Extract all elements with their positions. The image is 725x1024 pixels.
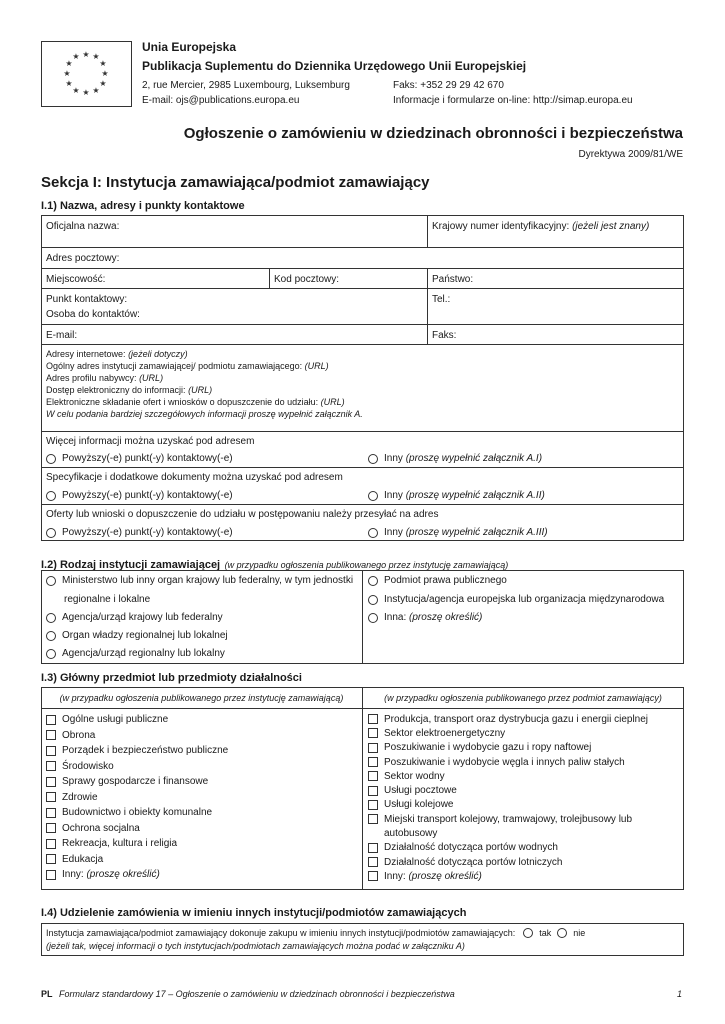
checkbox-icon[interactable] <box>46 839 56 849</box>
more-info-option-other[interactable]: Inny (proszę wypełnić załącznik A.I) <box>368 452 542 465</box>
radio-icon[interactable] <box>368 454 378 464</box>
svg-text:★: ★ <box>92 86 100 95</box>
specs-label: Specyfikacje i dodatkowe dokumenty można uzyskać pod adresem <box>46 472 343 483</box>
svg-text:★: ★ <box>82 50 90 59</box>
yes-label: tak <box>539 928 552 938</box>
yes-radio-icon[interactable] <box>523 928 533 938</box>
radio-icon[interactable] <box>46 649 56 659</box>
s12-option-public-law[interactable]: Podmiot prawa publicznego <box>368 574 507 587</box>
buyer-profile-label: Adres profilu nabywcy: <box>46 373 137 383</box>
annex-note: W celu podania bardziej szczegółowych informacji proszę wypełnić załącznik A. <box>46 409 363 419</box>
national-id-note: (jeżeli jest znany) <box>572 221 650 232</box>
s13-right-item[interactable]: Działalność dotycząca portów lotniczych <box>368 855 648 869</box>
s13-left-item[interactable]: Zdrowie <box>46 790 228 806</box>
radio-icon[interactable] <box>368 491 378 501</box>
footer-form: Formularz standardowy 17 – Ogłoszenie o zamówieniu w dziedzinach obronności i bezpieczeństwa <box>59 989 455 999</box>
footer-page: 1 <box>676 989 682 999</box>
general-url-note: (URL) <box>304 361 329 371</box>
radio-icon[interactable] <box>46 454 56 464</box>
radio-icon[interactable] <box>46 528 56 538</box>
s12-title-note: (w przypadku ogłoszenia publikowanego przez instytucję zamawiającą) <box>224 560 509 570</box>
checkbox-icon[interactable] <box>46 792 56 802</box>
s13-left-head: (w przypadku ogłoszenia publikowanego przez instytucję zamawiającą) <box>59 693 344 703</box>
e-access-url-note: (URL) <box>188 385 213 395</box>
header-org: Unia Europejska <box>142 40 237 54</box>
svg-text:★: ★ <box>101 69 109 78</box>
contact-person-label[interactable]: Osoba do kontaktów: <box>46 309 140 320</box>
specs-option-other[interactable]: Inny (proszę wypełnić załącznik A.II) <box>368 489 545 502</box>
s13-title: I.3) Główny przedmiot lub przedmioty działalności <box>41 672 302 684</box>
page-title: Ogłoszenie o zamówieniu w dziedzinach obronności i bezpieczeństwa <box>183 125 683 142</box>
s12-option-regional-authority[interactable]: Organ władzy regionalnej lub lokalnej <box>46 629 228 642</box>
no-radio-icon[interactable] <box>557 928 567 938</box>
buyer-url-note: (URL) <box>139 373 164 383</box>
s14-note: (jeżeli tak, więcej informacji o tych instytucjach/podmiotach zamawiających można podać w załączniku A) <box>46 941 465 951</box>
radio-icon[interactable] <box>368 613 378 623</box>
radio-icon[interactable] <box>46 491 56 501</box>
offers-option-other[interactable]: Inny (proszę wypełnić załącznik A.III) <box>368 526 548 539</box>
svg-text:★: ★ <box>72 86 80 95</box>
checkbox-icon[interactable] <box>368 728 378 738</box>
s14-question-row <box>46 927 585 939</box>
checkbox-icon[interactable] <box>46 823 56 833</box>
checkbox-icon[interactable] <box>368 843 378 853</box>
radio-icon[interactable] <box>46 576 56 586</box>
national-id-label: Krajowy numer identyfikacyjny: <box>432 221 570 232</box>
no-label: nie <box>573 928 586 938</box>
s14-title: I.4) Udzielenie zamówienia w imieniu innych instytucji/podmiotów zamawiających <box>41 907 467 919</box>
s13-right-item[interactable]: Poszukiwanie i wydobycie gazu i ropy naftowej <box>368 741 648 755</box>
checkbox-icon[interactable] <box>46 854 56 864</box>
internet-label: Adresy internetowe: <box>46 349 126 359</box>
checkbox-icon[interactable] <box>46 777 56 787</box>
s14-question: Instytucja zamawiająca/podmiot zamawiający dokonuje zakupu w imieniu innych instytucji/podmiotów zamawiających: <box>46 928 516 938</box>
svg-text:★: ★ <box>99 79 107 88</box>
s13-right-item-cont: autobusowy <box>384 828 438 840</box>
checkbox-icon[interactable] <box>368 871 378 881</box>
footer <box>41 988 684 1000</box>
directive-label: Dyrektywa 2009/81/WE <box>578 149 683 160</box>
country-label[interactable]: Państwo: <box>432 274 474 285</box>
checkbox-icon[interactable] <box>368 857 378 867</box>
checkbox-icon[interactable] <box>46 746 56 756</box>
svg-text:★: ★ <box>99 59 107 68</box>
s13-left-item[interactable]: Porządek i bezpieczeństwo publiczne <box>46 743 228 759</box>
svg-text:★: ★ <box>65 79 73 88</box>
radio-icon[interactable] <box>368 576 378 586</box>
s11-title: I.1) Nazwa, adresy i punkty kontaktowe <box>41 200 245 212</box>
svg-text:★: ★ <box>72 52 80 61</box>
general-address-label: Ogólny adres instytucji zamawiającej/ podmiotu zamawiającego: <box>46 361 303 371</box>
e-access-label: Dostęp elektroniczny do informacji: <box>46 385 186 395</box>
checkbox-icon[interactable] <box>46 761 56 771</box>
internet-addresses-block <box>46 348 676 420</box>
svg-text:★: ★ <box>92 52 100 61</box>
svg-text:★: ★ <box>82 88 90 97</box>
offers-label: Oferty lub wnioski o dopuszczenie do udziału w postępowaniu należy przesyłać na adres <box>46 509 439 520</box>
s13-right-item[interactable]: Miejski transport kolejowy, tramwajowy, trolejbusowy lub <box>368 812 648 826</box>
s13-left-item[interactable]: Sprawy gospodarcze i finansowe <box>46 774 228 790</box>
national-id-field[interactable] <box>432 220 649 233</box>
s13-right-head: (w przypadku ogłoszenia publikowanego przez podmiot zamawiający) <box>384 693 662 703</box>
s13-left-list <box>46 712 228 883</box>
header-fax: Faks: +352 29 29 42 670 <box>393 80 504 91</box>
e-submit-url-note: (URL) <box>320 397 345 407</box>
more-info-label: Więcej informacji można uzyskać pod adresem <box>46 436 255 447</box>
s13-right-item[interactable]: Usługi kolejowe <box>368 798 648 812</box>
checkbox-icon[interactable] <box>368 814 378 824</box>
s13-left-item[interactable]: Edukacja <box>46 852 228 868</box>
s12-option-eu-institution[interactable]: Instytucja/agencja europejska lub organizacja międzynarodowa <box>368 593 664 606</box>
radio-icon[interactable] <box>368 595 378 605</box>
svg-text:★: ★ <box>63 69 71 78</box>
s13-left-item[interactable]: Środowisko <box>46 759 228 775</box>
fax-label[interactable]: Faks: <box>432 330 457 341</box>
footer-lang: PL <box>41 989 53 999</box>
s12-option-ministry[interactable]: Ministerstwo lub inny organ krajowy lub federalny, w tym jednostki <box>46 574 353 587</box>
checkbox-icon[interactable] <box>368 757 378 767</box>
specs-option-above[interactable]: Powyższy(-e) punkt(-y) kontaktowy(-e) <box>46 489 233 502</box>
radio-icon[interactable] <box>46 631 56 641</box>
checkbox-icon[interactable] <box>368 743 378 753</box>
s13-right-item[interactable]: Sektor wodny <box>368 769 648 783</box>
town-label[interactable]: Miejscowość: <box>46 274 106 285</box>
postcode-label[interactable]: Kod pocztowy: <box>274 274 340 285</box>
s13-left-item[interactable]: Obrona <box>46 728 228 744</box>
header-address: 2, rue Mercier, 2985 Luxembourg, Luksemburg <box>142 80 350 91</box>
checkbox-icon[interactable] <box>46 870 56 880</box>
email-label[interactable]: E-mail: <box>46 330 78 341</box>
radio-icon[interactable] <box>368 528 378 538</box>
s13-right-item[interactable]: Usługi pocztowe <box>368 783 648 797</box>
contact-point-label[interactable]: Punkt kontaktowy: <box>46 294 128 305</box>
checkbox-icon[interactable] <box>368 800 378 810</box>
radio-icon[interactable] <box>46 613 56 623</box>
section-title: Sekcja I: Instytucja zamawiająca/podmiot zamawiający <box>41 174 430 191</box>
s12-option-ministry-cont: regionalne i lokalne <box>64 594 151 605</box>
checkbox-icon[interactable] <box>368 771 378 781</box>
s12-option-national-agency[interactable]: Agencja/urząd krajowy lub federalny <box>46 611 223 624</box>
s12-option-other[interactable]: Inna: (proszę określić) <box>368 611 482 624</box>
s13-left-item[interactable]: Budownictwo i obiekty komunalne <box>46 805 228 821</box>
more-info-option-above[interactable]: Powyższy(-e) punkt(-y) kontaktowy(-e) <box>46 452 233 465</box>
checkbox-icon[interactable] <box>46 730 56 740</box>
internet-note: (jeżeli dotyczy) <box>128 349 188 359</box>
header-publication: Publikacja Suplementu do Dziennika Urzędowego Unii Europejskiej <box>142 59 527 73</box>
s12-option-regional-agency[interactable]: Agencja/urząd regionalny lub lokalny <box>46 647 225 660</box>
s13-left-item[interactable]: Ogólne usługi publiczne <box>46 712 228 728</box>
offers-option-above[interactable]: Powyższy(-e) punkt(-y) kontaktowy(-e) <box>46 526 233 539</box>
postal-address-label[interactable]: Adres pocztowy: <box>46 253 120 264</box>
s13-left-item[interactable]: Rekreacja, kultura i religia <box>46 836 228 852</box>
checkbox-icon[interactable] <box>46 808 56 818</box>
s13-right-list <box>368 712 648 884</box>
tel-label[interactable]: Tel.: <box>432 294 451 305</box>
checkbox-icon[interactable] <box>368 786 378 796</box>
s13-right-item[interactable]: Poszukiwanie i wydobycie węgla i innych paliw stałych <box>368 755 648 769</box>
s13-left-item-other[interactable]: Inny: (proszę określić) <box>46 867 228 883</box>
s13-right-item[interactable]: Działalność dotycząca portów wodnych <box>368 841 648 855</box>
header-online: Informacje i formularze on-line: http://simap.europa.eu <box>393 95 633 106</box>
checkbox-icon[interactable] <box>46 715 56 725</box>
s13-right-item[interactable]: Produkcja, transport oraz dystrybucja gazu i energii cieplnej <box>368 712 648 726</box>
s13-left-item[interactable]: Ochrona socjalna <box>46 821 228 837</box>
s12-title: I.2) Rodzaj instytucji zamawiającej <box>41 559 221 571</box>
eu-flag-logo <box>41 41 132 107</box>
svg-text:★: ★ <box>65 59 73 68</box>
checkbox-icon[interactable] <box>368 714 378 724</box>
header-email: E-mail: ojs@publications.europa.eu <box>142 95 300 106</box>
s13-right-item-other[interactable]: Inny: (proszę określić) <box>368 869 648 883</box>
e-submit-label: Elektroniczne składanie ofert i wniosków o dopuszczenie do udziału: <box>46 397 319 407</box>
official-name-label[interactable]: Oficjalna nazwa: <box>46 221 120 232</box>
s13-right-item[interactable]: Sektor elektroenergetyczny <box>368 726 648 740</box>
